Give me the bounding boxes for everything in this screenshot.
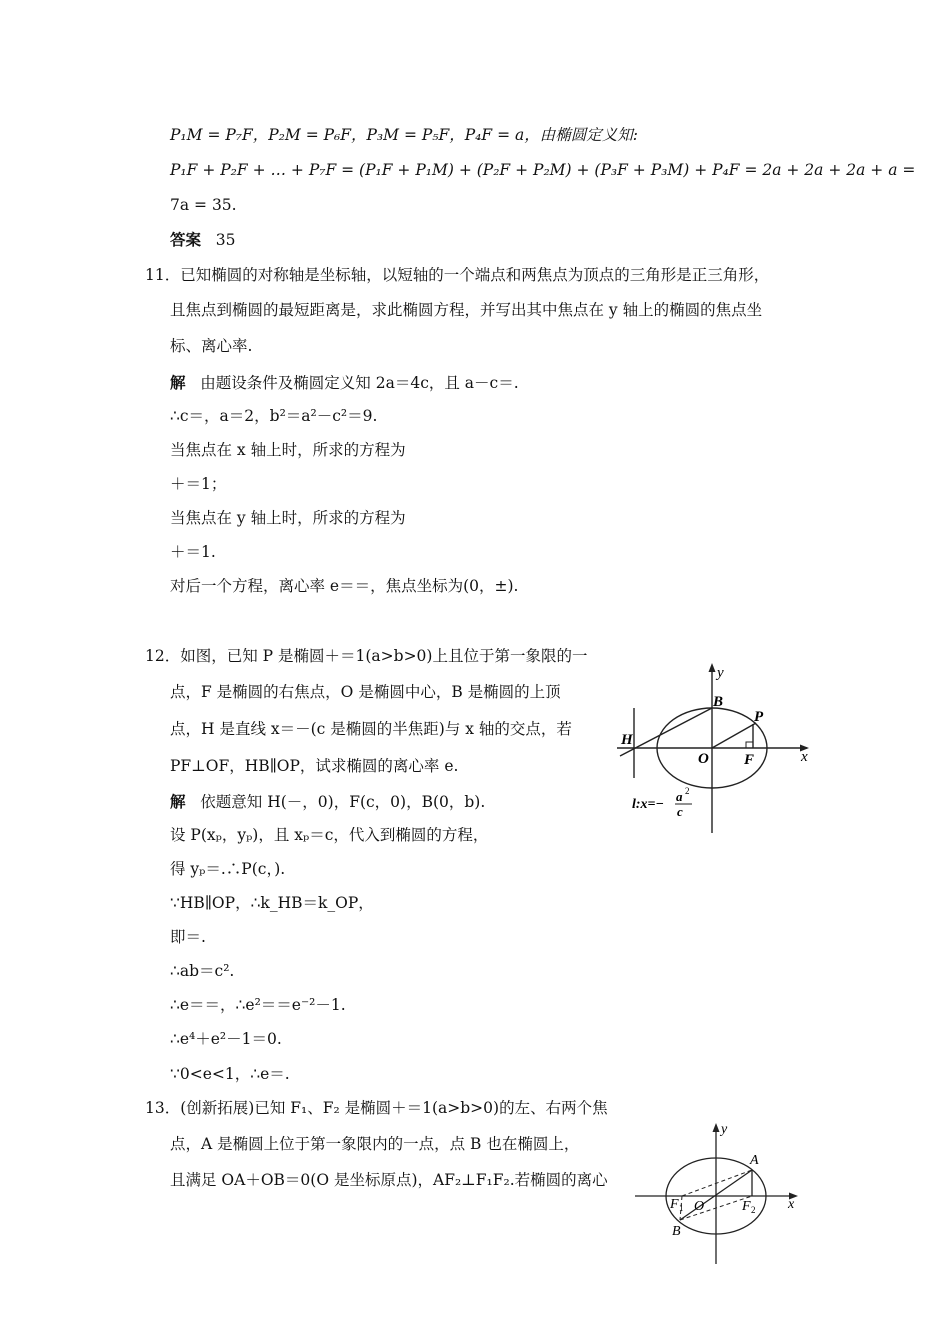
- label-O: O: [694, 1199, 705, 1214]
- text-line: 标、离心率.: [170, 337, 253, 355]
- text-line: 当焦点在 x 轴上时，所求的方程为: [170, 441, 406, 459]
- y-axis-arrow: [709, 663, 716, 672]
- problem-13-text: (创新拓展)已知 F₁、F₂ 是椭圆＋＝1(a>b>0)的左、右两个焦: [180, 1099, 608, 1117]
- segment-OP: [712, 723, 756, 748]
- text-line: ＋＝1；: [170, 475, 227, 493]
- text-line: 即＝.: [170, 928, 206, 946]
- problem-12-stem: 12．如图，已知 P 是椭圆＋＝1(a>b>0)上且位于第一象限的一: [145, 647, 588, 665]
- label-B: B: [672, 1224, 681, 1239]
- label-F1-sub: 1: [679, 1203, 684, 1213]
- label-y: y: [717, 665, 724, 681]
- label-B: B: [713, 694, 724, 710]
- solution-label: 解: [170, 373, 186, 392]
- label-directrix-a: a: [676, 789, 683, 804]
- label-directrix-c: c: [677, 804, 683, 819]
- problem-11-stem: 11．已知椭圆的对称轴是坐标轴，以短轴的一个端点和两焦点为顶点的三角形是正三角形，: [145, 266, 770, 284]
- label-F: F: [744, 752, 755, 768]
- ellipse-figure-13: [630, 1118, 810, 1268]
- text-line: ∵0<e<1，∴e＝.: [170, 1065, 290, 1083]
- answer-line: [170, 232, 236, 249]
- answer-label: 答案: [170, 230, 202, 249]
- answer-value: 35: [215, 231, 236, 249]
- text-line: 点，A 是椭圆上位于第一象限内的一点，点 B 也在椭圆上，: [170, 1135, 580, 1153]
- text-line: 当焦点在 y 轴上时，所求的方程为: [170, 509, 406, 527]
- text-line: 设 P(xₚ，yₚ)，且 xₚ＝c，代入到椭圆的方程，: [170, 826, 489, 844]
- text-line: 点，F 是椭圆的右焦点，O 是椭圆中心，B 是椭圆的上顶: [170, 683, 561, 701]
- ellipse-figure-12: [612, 658, 822, 838]
- solution-label: 解: [170, 792, 186, 811]
- label-F2-sub: 2: [751, 1205, 756, 1215]
- label-O: O: [698, 751, 709, 767]
- text-line: 且焦点到椭圆的最短距离是，求此椭圆方程，并写出其中焦点在 y 轴上的椭圆的焦点坐: [170, 301, 763, 319]
- problem-13-number: 13．: [145, 1099, 181, 1117]
- label-directrix-sq: 2: [685, 786, 690, 796]
- solution-line: [170, 375, 519, 392]
- right-angle-mark: [746, 742, 753, 748]
- text-line: ＋＝1.: [170, 543, 216, 561]
- label-F1: F: [670, 1197, 679, 1212]
- text-line: ∴c＝，a＝2，b²＝a²－c²＝9.: [170, 407, 378, 425]
- label-x: x: [788, 1197, 795, 1212]
- text-line: ∵HB∥OP，∴k_HB＝k_OP，: [170, 894, 374, 912]
- text-line: ∴e＝＝，∴e²＝＝e⁻²－1.: [170, 996, 346, 1014]
- label-P: P: [754, 709, 764, 725]
- label-H: H: [621, 732, 633, 748]
- solution-line: [170, 794, 485, 811]
- text-line: 7a = 35.: [170, 196, 237, 214]
- text-line: ∴e⁴＋e²－1＝0.: [170, 1030, 282, 1048]
- label-directrix: l:x=−: [632, 797, 665, 812]
- label-F2: F: [742, 1199, 751, 1214]
- text-line: PF⊥OF，HB∥OP，试求椭圆的离心率 e.: [170, 757, 459, 775]
- text-line: 且满足 OA＋OB＝0(O 是坐标原点)，AF₂⊥F₁F₂.若椭圆的离心: [170, 1171, 608, 1189]
- text-line: P₁M = P₇F，P₂M = P₆F，P₃M = P₅F，P₄F = a，由椭圆定义知:: [170, 126, 638, 144]
- label-y: y: [721, 1122, 728, 1137]
- problem-13-stem: [145, 1101, 608, 1117]
- solution-text: 由题设条件及椭圆定义知 2a＝4c，且 a－c＝.: [200, 374, 519, 392]
- segment-F1A-dashed: [682, 1170, 752, 1196]
- label-x: x: [801, 749, 808, 765]
- text-line: 点，H 是直线 x＝－(c 是椭圆的半焦距)与 x 轴的交点，若: [170, 720, 572, 738]
- text-line: 得 yₚ＝.∴P(c，).: [170, 860, 286, 878]
- label-A: A: [750, 1153, 759, 1168]
- text-line: P₁F + P₂F + … + P₇F = (P₁F + P₁M) + (P₂F + P₂M) + (P₃F + P₃M) + P₄F = 2a + 2a + 2a + a =: [170, 161, 916, 179]
- text-line: 对后一个方程，离心率 e＝＝，焦点坐标为(0，±).: [170, 577, 519, 595]
- solution-text: 依题意知 H(－，0)，F(c，0)，B(0，b).: [200, 793, 486, 811]
- text-line: ∴ab＝c².: [170, 962, 235, 980]
- y-axis-arrow: [713, 1123, 720, 1132]
